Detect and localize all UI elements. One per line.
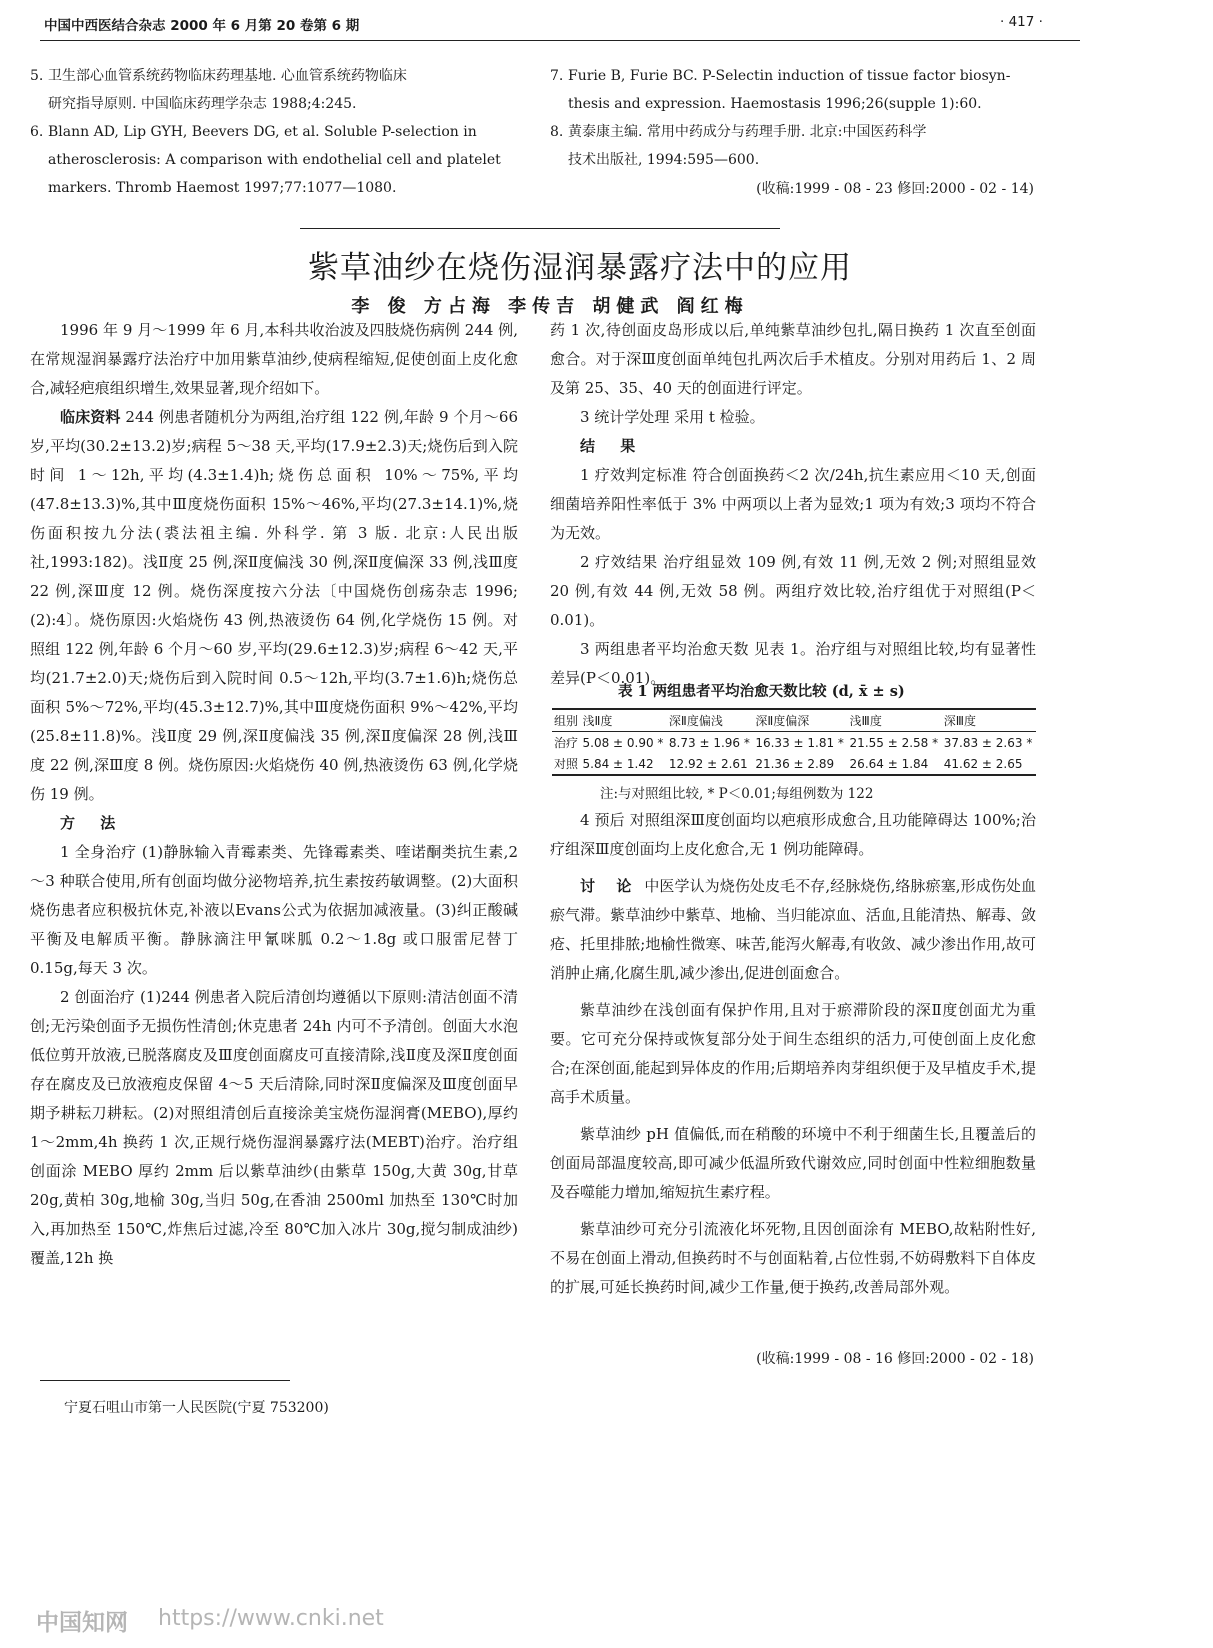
right-column-lower <box>550 806 1036 1302</box>
article-authors: 李 俊 方占海 李传吉 胡健武 阎红梅 <box>351 296 749 317</box>
method-wound: 2 创面治疗 (1)244 例患者入院后清创均遵循以下原则:清洁创面不清创;无污染创面予无损伤性清创;休克患者 24h 内可不予清创。创面大水泡低位剪开放液,已脱落腐皮及Ⅲ度创面腐皮可直接清除,浅Ⅱ度及深Ⅱ度创面存在腐皮及已放液疱皮保留 4～5 天后清除,同时深Ⅱ度偏深及Ⅲ度创面早期予耕耘刀耕耘。(2)对照组清创后直接涂美宝烧伤湿润膏(MEBO),厚约 1～2mm,4h 换药 1 次,正规行烧伤湿润暴露疗法(MEBT)治疗。治疗组创面涂 MEBO 厚约 2mm 后以紫草油纱(由紫草 150g,大黄 30g,甘草 20g,黄柏 30g,地榆 30g,当归 50g,在香油 2500ml 加热至 130℃时加入,再加热至 150℃,炸焦后过滤,冷至 80℃加入冰片 30g,搅匀制成油纱)覆盖,12h 换 <box>30 988 518 1267</box>
clinical-data-paragraph: 临床资料 244 例患者随机分为两组,治疗组 122 例,年龄 9 个月～66 岁,平均(30.2±13.2)岁;病程 5～38 天,平均(17.9±2.3)天;烧伤后到入院时间 1～12h,平均(4.3±1.4)h;烧伤总面积 10%～75%,平均(47.8±13.3)%,其中Ⅲ度烧伤面积 15%～46%,平均(27.3±14.1)%,烧伤面积按九分法(裘法祖主编. 外科学. 第 3 版. 北京:人民出版社,1993:182)。浅Ⅱ度 25 例,深Ⅱ度偏浅 30 例,深Ⅱ度偏深 33 例,浅Ⅲ度 22 例,深Ⅲ度 12 例。烧伤深度按六分法〔中国烧伤创疡杂志 1996;(2):4〕。烧伤原因:火焰烧伤 43 例,热液烫伤 64 例,化学烧伤 15 例。对照组 122 例,年龄 6 个月～60 岁,平均(29.6±12.3)岁;病程 6～42 天,平均(21.7±2.0)天;烧伤后到入院时间 0.5～12h,平均(3.7±1.6)h;烧伤总面积 5%～72%,平均(45.3±12.7)%,其中Ⅲ度烧伤面积 9%～42%,平均(25.8±11.8)%。浅Ⅱ度 29 例,深Ⅱ度偏浅 35 例,深Ⅱ度偏深 28 例,浅Ⅲ度 22 例,深Ⅲ度 8 例。烧伤原因:火焰烧伤 40 例,热液烫伤 63 例,化学烧伤 19 例。 <box>30 408 518 803</box>
table-cell: 26.64 ± 1.84 <box>848 753 942 775</box>
method-statistics: 3 统计学处理 采用 t 检验。 <box>580 408 765 426</box>
section-heading-methods: 方 法 <box>60 814 126 832</box>
discussion-paragraph: 紫草油纱在浅创面有保护作用,且对于瘀滞阶段的深Ⅱ度创面尤为重要。它可充分保持或恢复部分处于间生态组织的活力,可使创面上皮化愈合;在深创面,能起到异体皮的作用;后期培养肉芽组织便于及早植皮手术,提高手术质量。 <box>550 1001 1036 1106</box>
result-criteria: 1 疗效判定标准 符合创面换药＜2 次/24h,抗生素应用＜10 天,创面细菌培养阳性率低于 3% 中两项以上者为显效;1 项为有效;3 项均不符合为无效。 <box>550 466 1036 542</box>
reference-item: 6. Blann AD, Lip GYH, Beevers DG, et al. Soluble P-selection in atherosclerosis: A comparison with endothelial cell and platelet markers. Thromb Haemost 1997;77:1077—1080. <box>30 124 501 196</box>
table-cell: 21.55 ± 2.58 * <box>849 735 939 750</box>
table-cell: 21.36 ± 2.89 <box>753 753 847 775</box>
article-separator <box>300 228 780 229</box>
reference-item: 5. 卫生部心血管系统药物临床药理基地. 心血管系统药物临床 研究指导原则. 中国临床药理学杂志 1988;4:245. <box>30 68 407 112</box>
table-cell: 41.62 ± 2.65 <box>942 753 1036 775</box>
right-column-upper <box>550 316 1036 693</box>
table-cell: 5.08 ± 0.90 * <box>582 735 664 750</box>
discussion-paragraph: 紫草油纱 pH 值偏低,而在稍酸的环境中不利于细菌生长,且覆盖后的创面局部温度较高,即可减少低温所致代谢效应,同时创面中性粒细胞数量及吞噬能力增加,缩短抗生素疗程。 <box>550 1125 1036 1201</box>
section-heading-clinical: 临床资料 <box>60 408 121 426</box>
intro-paragraph: 1996 年 9 月～1999 年 6 月,本科共收治波及四肢烧伤病例 244 例,在常规湿润暴露疗法治疗中加用紫草油纱,使病程缩短,促使创面上皮化愈合,减轻疤痕组织增生,效果显著,现介绍如下。 <box>30 321 518 397</box>
page-number: · 417 · <box>1000 14 1043 30</box>
journal-header: 中国中西医结合杂志 2000 年 6 月第 20 卷第 6 期 <box>44 18 360 34</box>
table-cell: 5.84 ± 1.42 <box>581 753 667 775</box>
reference-item: 8. 黄泰康主编. 常用中药成分与药理手册. 北京:中国医药科学 技术出版社, 1994:595—600. <box>550 124 927 168</box>
article-title: 紫草油纱在烧伤湿润暴露疗法中的应用 <box>308 250 852 286</box>
table-header-cell: 深Ⅱ度偏深 <box>753 709 847 732</box>
table-note: 注:与对照组比较, * P＜0.01;每组例数为 122 <box>600 786 874 802</box>
reference-list-left <box>30 62 520 202</box>
table-header-cell: 浅Ⅲ度 <box>848 709 942 732</box>
table-cell: 12.92 ± 2.61 <box>667 753 753 775</box>
method-systemic: 1 全身治疗 (1)静脉输入青霉素类、先锋霉素类、喹诺酮类抗生素,2～3 种联合使用,所有创面均做分泌物培养,抗生素按药敏调整。(2)大面积烧伤患者应积极抗休克,补液以Evans公式为依据加减液量。(3)纠正酸碱平衡及电解质平衡。静脉滴注甲氰咪胍 0.2～1.8g 或口服雷尼替丁 0.15g,每天 3 次。 <box>30 843 518 977</box>
table-row <box>552 732 1036 754</box>
discussion-paragraph: 紫草油纱可充分引流液化坏死物,且因创面涂有 MEBO,故粘附性好,不易在创面上滑动,但换药时不与创面粘着,占位性弱,不妨碍敷料下自体皮的扩展,可延长换药时间,减少工作量,便于换药,改善局部外观。 <box>550 1220 1036 1296</box>
header-rule <box>40 40 1080 41</box>
received-date-prev-article: (收稿:1999 - 08 - 23 修回:2000 - 02 - 14) <box>756 181 1034 197</box>
footnote-rule <box>40 1380 290 1381</box>
result-prognosis: 4 预后 对照组深Ⅲ度创面均以疤痕形成愈合,且功能障碍达 100%;治疗组深Ⅲ度创面均上皮化愈合,无 1 例功能障碍。 <box>550 811 1036 858</box>
table-cell: 16.33 ± 1.81 * <box>755 735 844 750</box>
table-header-cell: 深Ⅲ度 <box>942 709 1036 732</box>
table-cell: 37.83 ± 2.63 * <box>943 735 1033 750</box>
affiliation-footnote: 宁夏石咀山市第一人民医院(宁夏 753200) <box>64 1400 329 1416</box>
table-cell: 治疗 <box>554 736 579 750</box>
result-healing-days: 3 两组患者平均治愈天数 见表 1。治疗组与对照组比较,均有显著性差异(P＜0.01)。 <box>550 640 1036 687</box>
table-header-row <box>552 709 1036 732</box>
table-header-cell: 组别 <box>552 709 581 732</box>
table-cell: 对照 <box>552 753 581 775</box>
reference-list-right <box>550 62 1040 174</box>
section-heading-discussion: 讨 论 <box>580 877 640 895</box>
discussion-paragraph: 讨 论 中医学认为烧伤处皮毛不存,经脉烧伤,络脉瘀塞,形成伤处血瘀气滞。紫草油纱中紫草、地榆、当归能凉血、活血,且能清热、解毒、敛疮、托里排脓;地榆性微寒、味苦,能泻火解毒,有收敛、减少渗出作用,故可消肿止痛,化腐生肌,减少渗出,促进创面愈合。 <box>550 877 1036 982</box>
table-cell: 8.73 ± 1.96 * <box>668 735 750 750</box>
reference-item: 7. Furie B, Furie BC. P-Selectin induction of tissue factor biosyn- thesis and expression. Haemostasis 1996;26(supple 1):60. <box>550 68 1011 112</box>
left-column <box>30 316 518 1273</box>
table-header-cell: 浅Ⅱ度 <box>581 709 667 732</box>
cnki-logo: 中国知网 <box>36 1610 128 1636</box>
method-wound-continued: 药 1 次,待创面皮岛形成以后,单纯紫草油纱包扎,隔日换药 1 次直至创面愈合。对于深Ⅲ度创面单纯包扎两次后手术植皮。分别对用药后 1、2 周及第 25、35、40 天的创面进行评定。 <box>550 321 1036 397</box>
section-heading-results: 结 果 <box>580 437 646 455</box>
result-efficacy: 2 疗效结果 治疗组显效 109 例,有效 11 例,无效 2 例;对照组显效 20 例,有效 44 例,无效 58 例。两组疗效比较,治疗组优于对照组(P＜0.01)。 <box>550 553 1036 629</box>
table-caption: 表 1 两组患者平均治愈天数比较 (d, x̄ ± s) <box>618 683 905 700</box>
received-date: (收稿:1999 - 08 - 16 修回:2000 - 02 - 18) <box>756 1351 1034 1367</box>
table-row <box>552 753 1036 775</box>
healing-days-table <box>552 708 1036 776</box>
table-header-cell: 深Ⅱ度偏浅 <box>667 709 753 732</box>
cnki-url: https://www.cnki.net <box>158 1606 384 1631</box>
